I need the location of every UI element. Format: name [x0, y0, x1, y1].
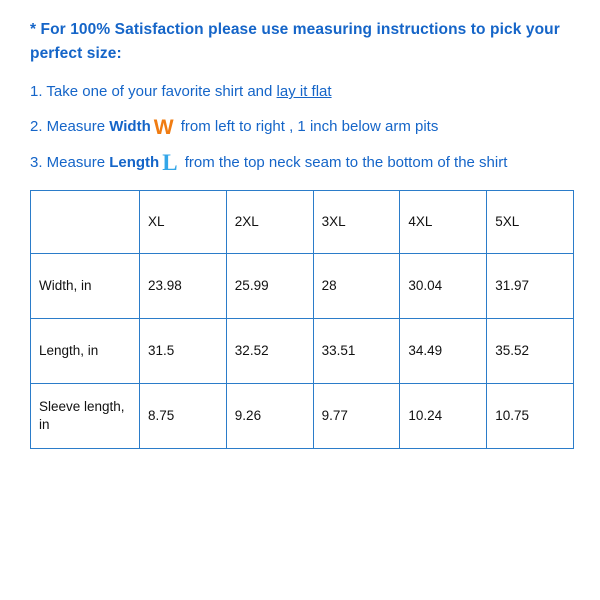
- step-3-text-post: from the top neck seam to the bottom of the shirt: [180, 153, 508, 171]
- table-body: [31, 253, 574, 448]
- step-2-text-pre: Measure: [42, 118, 110, 136]
- row-label-length: Length, in: [31, 318, 140, 383]
- instruction-step-3: [30, 151, 574, 174]
- length-measure-icon: L: [162, 149, 178, 175]
- step-2-text-post: from left to right , 1 inch below arm pits: [176, 118, 439, 136]
- table-row: [31, 253, 574, 318]
- row-label-sleeve-length: Sleeve length, in: [31, 383, 140, 448]
- column-header-xl: XL: [140, 190, 227, 253]
- cell-width-xl: 23.98: [140, 253, 227, 318]
- cell-sleeve-xl: 8.75: [140, 383, 227, 448]
- step-1-number: 1.: [30, 83, 43, 101]
- table-header-row: [31, 190, 574, 253]
- step-2-number: 2.: [30, 118, 43, 136]
- cell-width-4xl: 30.04: [400, 253, 487, 318]
- cell-sleeve-4xl: 10.24: [400, 383, 487, 448]
- table-row: [31, 318, 574, 383]
- cell-length-2xl: 32.52: [226, 318, 313, 383]
- width-measure-icon: W: [153, 116, 174, 140]
- column-header-3xl: 3XL: [313, 190, 400, 253]
- table-header: [31, 190, 574, 253]
- column-header-5xl: 5XL: [487, 190, 574, 253]
- cell-length-4xl: 34.49: [400, 318, 487, 383]
- step-2-keyword: Width: [109, 118, 151, 136]
- cell-width-3xl: 28: [313, 253, 400, 318]
- cell-length-5xl: 35.52: [487, 318, 574, 383]
- cell-sleeve-3xl: 9.77: [313, 383, 400, 448]
- column-header-blank: [31, 190, 140, 253]
- cell-sleeve-2xl: 9.26: [226, 383, 313, 448]
- column-header-4xl: 4XL: [400, 190, 487, 253]
- cell-width-2xl: 25.99: [226, 253, 313, 318]
- column-header-2xl: 2XL: [226, 190, 313, 253]
- headline-text: * For 100% Satisfaction please use measuring instructions to pick your perfect size:: [30, 21, 560, 63]
- cell-length-xl: 31.5: [140, 318, 227, 383]
- step-1-text: Take one of your favorite shirt and: [42, 83, 277, 101]
- instruction-step-1: [30, 80, 574, 103]
- step-3-text-pre: Measure: [42, 153, 110, 171]
- cell-length-3xl: 33.51: [313, 318, 400, 383]
- cell-width-5xl: 31.97: [487, 253, 574, 318]
- step-3-number: 3.: [30, 153, 43, 171]
- table-row: [31, 383, 574, 448]
- step-3-keyword: Length: [109, 153, 160, 171]
- size-chart-table: [30, 190, 574, 449]
- instruction-step-2: [30, 115, 574, 138]
- cell-sleeve-5xl: 10.75: [487, 383, 574, 448]
- row-label-width: Width, in: [31, 253, 140, 318]
- step-1-underlined-text: lay it flat: [276, 83, 332, 101]
